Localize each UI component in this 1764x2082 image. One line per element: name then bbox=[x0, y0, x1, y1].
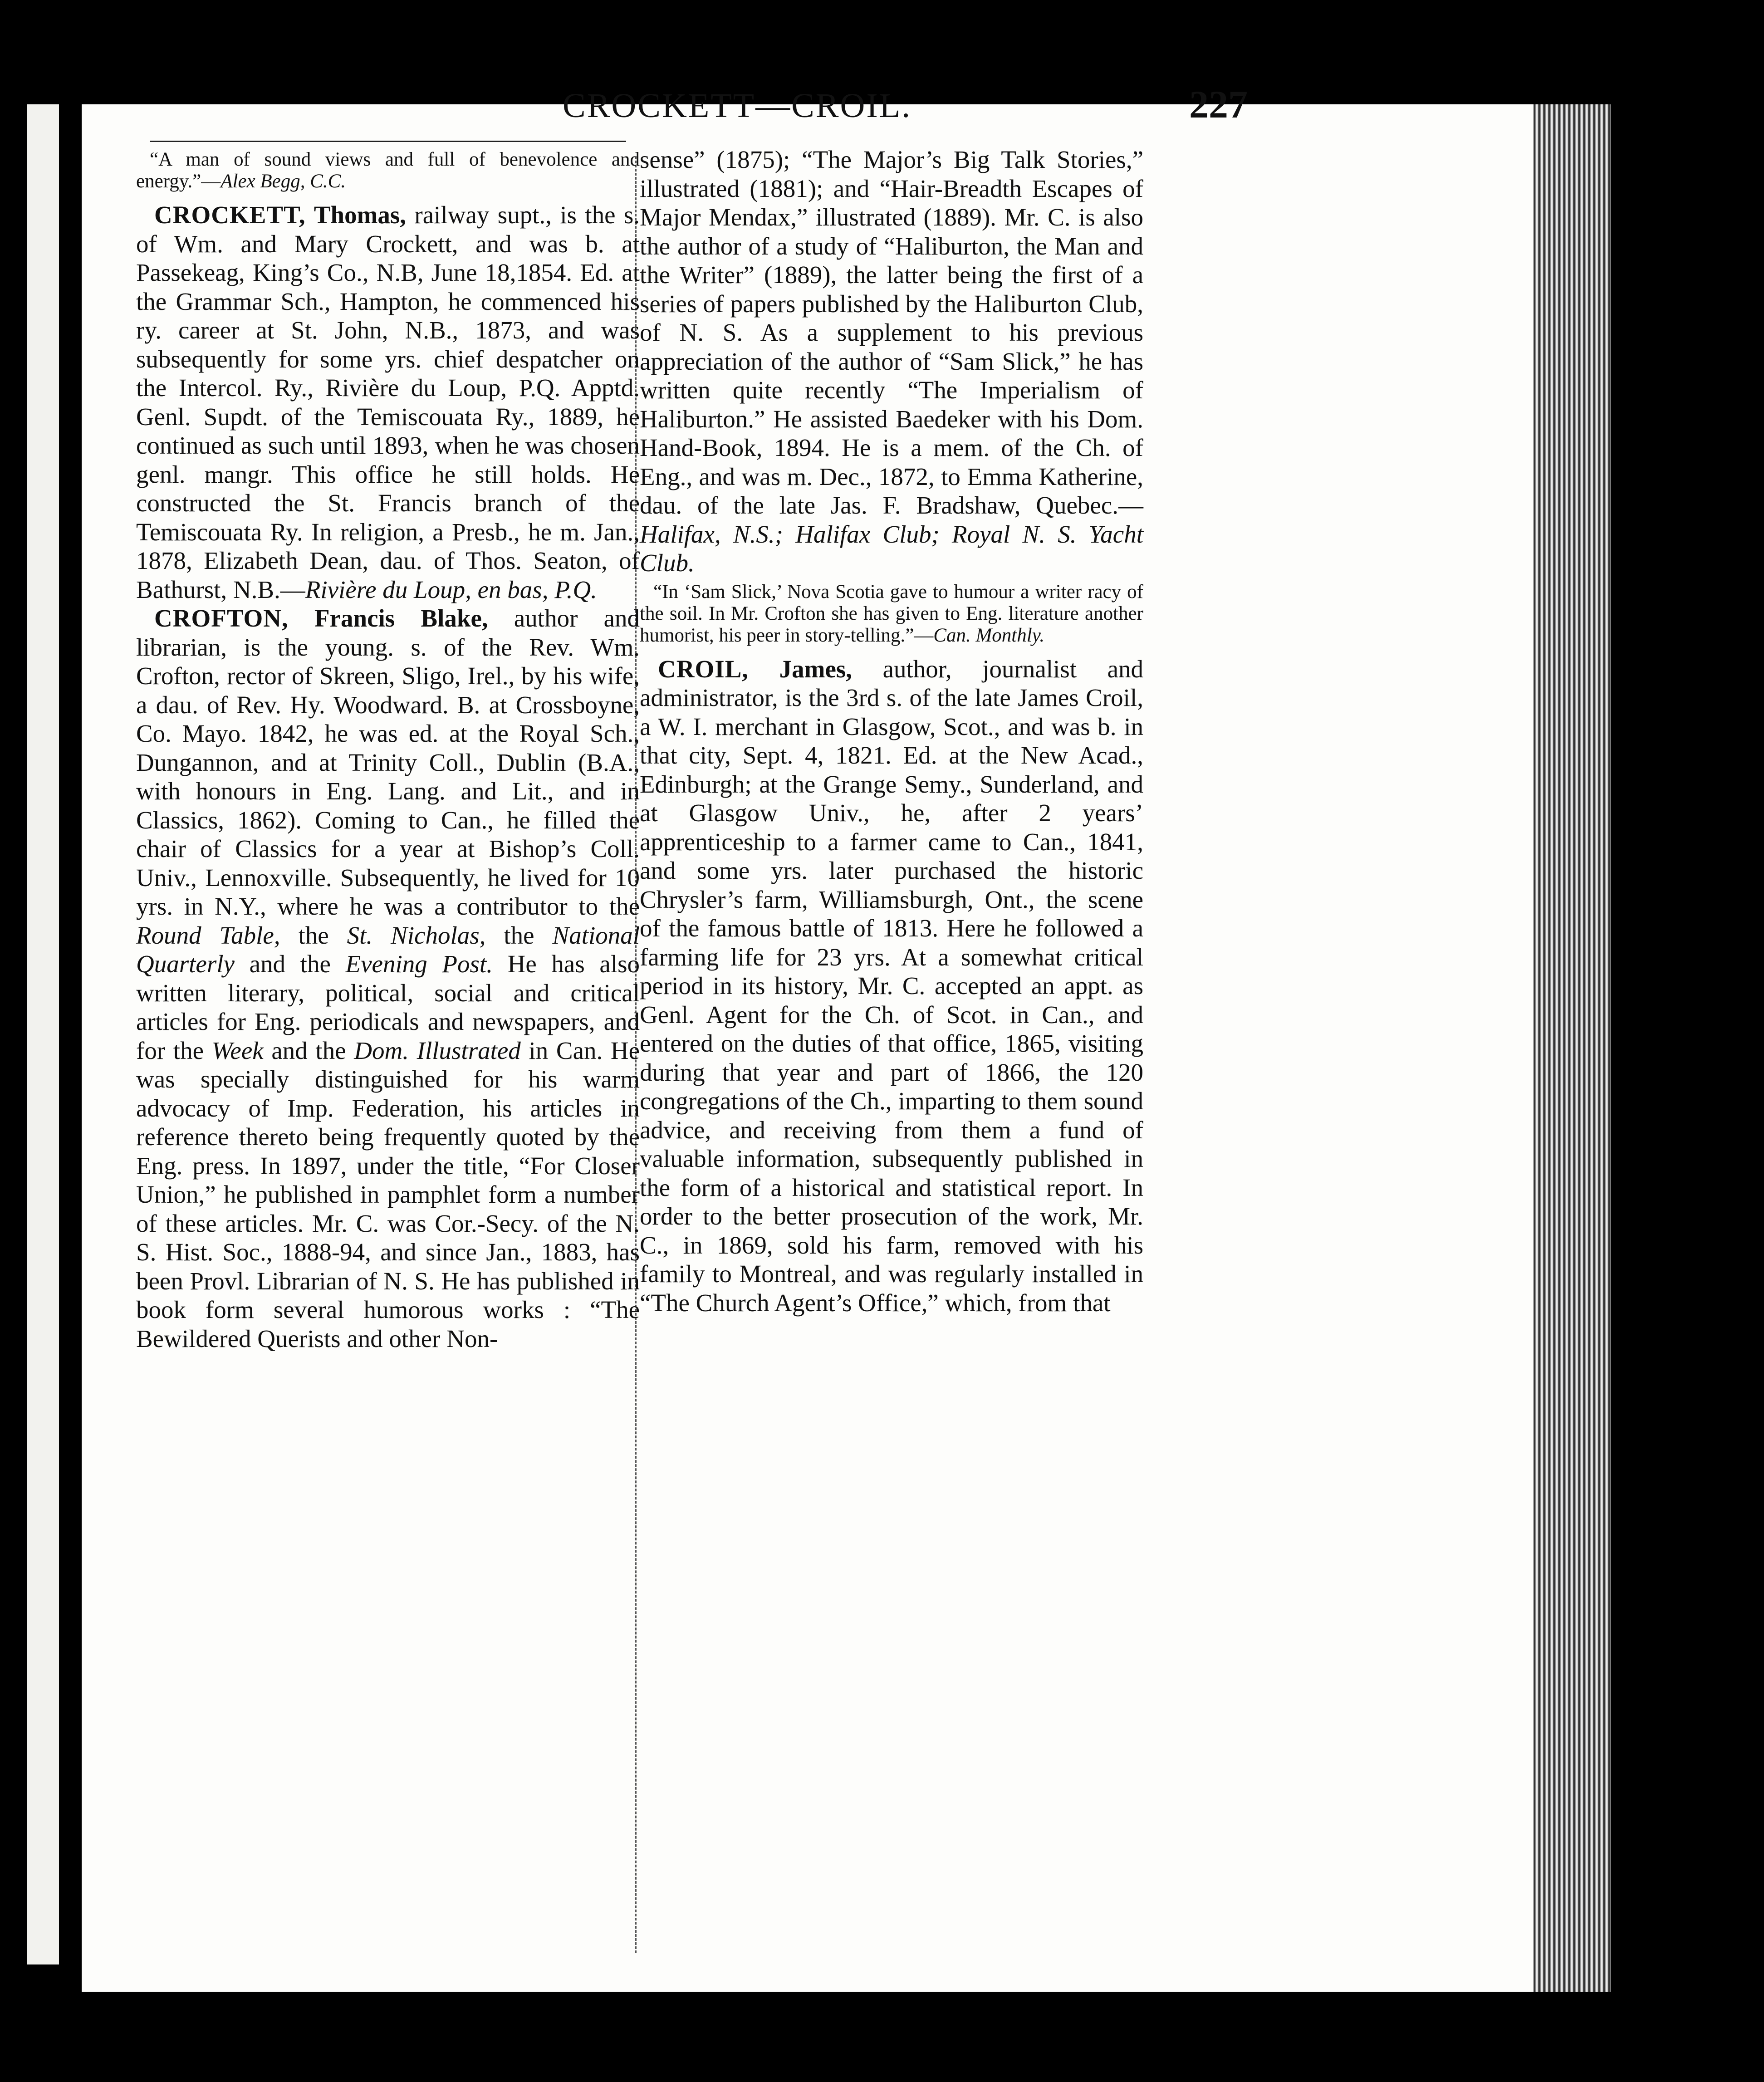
publication-title: Dom. Illustrated bbox=[354, 1036, 521, 1064]
entry-address: Halifax, N.S.; Halifax Club; Royal N. S. Yacht Club. bbox=[640, 520, 1143, 577]
entry-text: He has also written literary, political, social and critical articles for Eng. periodicals and newspapers, and for the bbox=[136, 950, 640, 1064]
publication-title: Week bbox=[211, 1036, 264, 1064]
entry-body: author, journalist and administrator, is the 3rd s. of the late James Croil, a W. I. merchant in Glasgow, Scot., and was b. in that city, Sept. 4, 1821. Ed. at the New Acad., Edinburgh; at the Grange Semy., Sunderland, and at Glasgow Univ., he, after 2 years’ apprenticeship to a farmer came to Can., 1841, and some yrs. later purchased the historic Chrysler’s farm, Williamsburgh, Ont., the scene of the famous battle of 1813. Here he followed a farming life for 23 yrs. At a somewhat critical period in its history, Mr. C. accepted an appt. as Genl. Agent for the Ch. of Scot. in Can., and entered on the duties of that office, 1865, visiting during that year and part of 1866, the 120 congregations of the Ch., imparting to them sound advice, and receiving from them a fund of valuable information, subsequently published in the form of a historical and statistical report. In order to the better prosecution of the work, Mr. C., in 1869, sold his farm, removed with his family to Montreal, and was regularly installed in “The Church Agent’s Office,” which, from that bbox=[640, 655, 1143, 1317]
publication-title: St. Nicholas, bbox=[347, 921, 486, 949]
entry-text: and the bbox=[249, 950, 331, 978]
entry-croil bbox=[640, 655, 1143, 1318]
publication-title: Evening Post. bbox=[345, 950, 493, 978]
entry-text: the bbox=[504, 921, 534, 949]
entry-crofton bbox=[136, 604, 640, 1353]
entry-body: railway supt., is the s. of Wm. and Mary Crockett, and was b. at Passekeag, King’s Co., N.B, June 18,1854. Ed. at the Grammar Sch., Hampton, he commenced his ry. career at St. John, N.B., 1873, and was subsequently for some yrs. chief despatcher on the Intercol. Ry., Rivière du Loup, P.Q. Apptd. Genl. Supdt. of the Temiscouata Ry., 1889, he continued as such until 1893, when he was chosen genl. mangr. This office he still holds. He constructed the St. Francis branch of the Temiscouata Ry. In religion, a Presb., he m. Jan., 1878, Elizabeth Dean, dau. of Thos. Seaton, of Bathurst, N.B.— bbox=[136, 201, 640, 603]
left-column bbox=[136, 145, 640, 1353]
opening-quote bbox=[136, 149, 640, 192]
page-header bbox=[476, 83, 1248, 141]
entry-body: author and librarian, is the young. s. of the Rev. Wm. Crofton, rector of Skreen, Sligo, Irel., by his wife, a dau. of Rev. Hy. Woodward. B. at Crossboyne, Co. Mayo. 1842, he was ed. at the Royal Sch., Dungannon, and at Trinity Coll., Dublin (B.A., with honours in Eng. Lang. and Lit., and in Classics, 1862). Coming to Can., he filled the chair of Classics for a year at Bishop’s Coll. Univ., Lennoxville. Subsequently, he lived for 10 yrs. in N.Y., where he was a contributor to the bbox=[136, 604, 640, 920]
quote-text: “A man of sound views and full of benevolence and energy.”— bbox=[136, 149, 640, 192]
entry-given-name: Francis Blake, bbox=[314, 604, 488, 632]
entry-given-name: James, bbox=[779, 655, 853, 683]
crofton-quote bbox=[640, 581, 1143, 647]
entry-crockett bbox=[136, 201, 640, 604]
publication-title: Round Table, bbox=[136, 921, 280, 949]
entry-surname: CROCKETT, bbox=[154, 201, 306, 229]
entry-text: the bbox=[298, 921, 329, 949]
entry-surname: CROFTON, bbox=[154, 604, 289, 632]
entry-given-name: Thomas, bbox=[314, 201, 407, 229]
page-edge-shadow bbox=[1534, 104, 1611, 1992]
quote-text: “In ‘Sam Slick,’ Nova Scotia gave to humour a writer racy of the soil. In Mr. Crofton she has given to Eng. literature another humorist, his peer in story-telling.”— bbox=[640, 581, 1143, 646]
quote-source: Alex Begg, C.C. bbox=[220, 171, 346, 192]
entry-text: in Can. He was specially distinguished for his warm advocacy of Imp. Federation, his articles in reference thereto being frequently quoted by the Eng. press. In 1897, under the title, “For Closer Union,” he published in pamphlet form a number of these articles. Mr. C. was Cor.-Secy. of the N. S. Hist. Soc., 1888-94, and since Jan., 1883, has been Provl. Librarian of N. S. He has published in book form several humorous works : “The Bewildered Querists and other Non- bbox=[136, 1036, 640, 1352]
quote-source: Can. Monthly. bbox=[933, 624, 1045, 646]
entry-crofton-continued bbox=[640, 145, 1143, 578]
publication-title: National Quarterly bbox=[136, 921, 640, 978]
entry-text: and the bbox=[271, 1036, 346, 1064]
scan-left-strip bbox=[27, 104, 59, 1964]
entry-body: sense” (1875); “The Major’s Big Talk Stories,” illustrated (1881); and “Hair-Breadth Escapes of Major Mendax,” illustrated (1889). Mr. C. is also the author of a study of “Haliburton, the Man and the Writer” (1889), the latter being the first of a series of papers published by the Haliburton Club, of N. S. As a supplement to his previous appreciation of the author of “Sam Slick,” he has written quite recently “The Imperialism of Haliburton.” He assisted Baedeker with his Dom. Hand-Book, 1894. He is a mem. of the Ch. of Eng., and was m. Dec., 1872, to Emma Katherine, dau. of the late Jas. F. Bradshaw, Quebec.— bbox=[640, 146, 1143, 519]
right-column bbox=[640, 145, 1143, 1317]
entry-address: Rivière du Loup, en bas, P.Q. bbox=[305, 575, 597, 603]
header-rule bbox=[150, 141, 626, 142]
page-number: 227 bbox=[1189, 83, 1248, 126]
entry-surname: CROIL, bbox=[658, 655, 749, 683]
running-head: CROCKETT—CROIL. bbox=[563, 87, 912, 125]
